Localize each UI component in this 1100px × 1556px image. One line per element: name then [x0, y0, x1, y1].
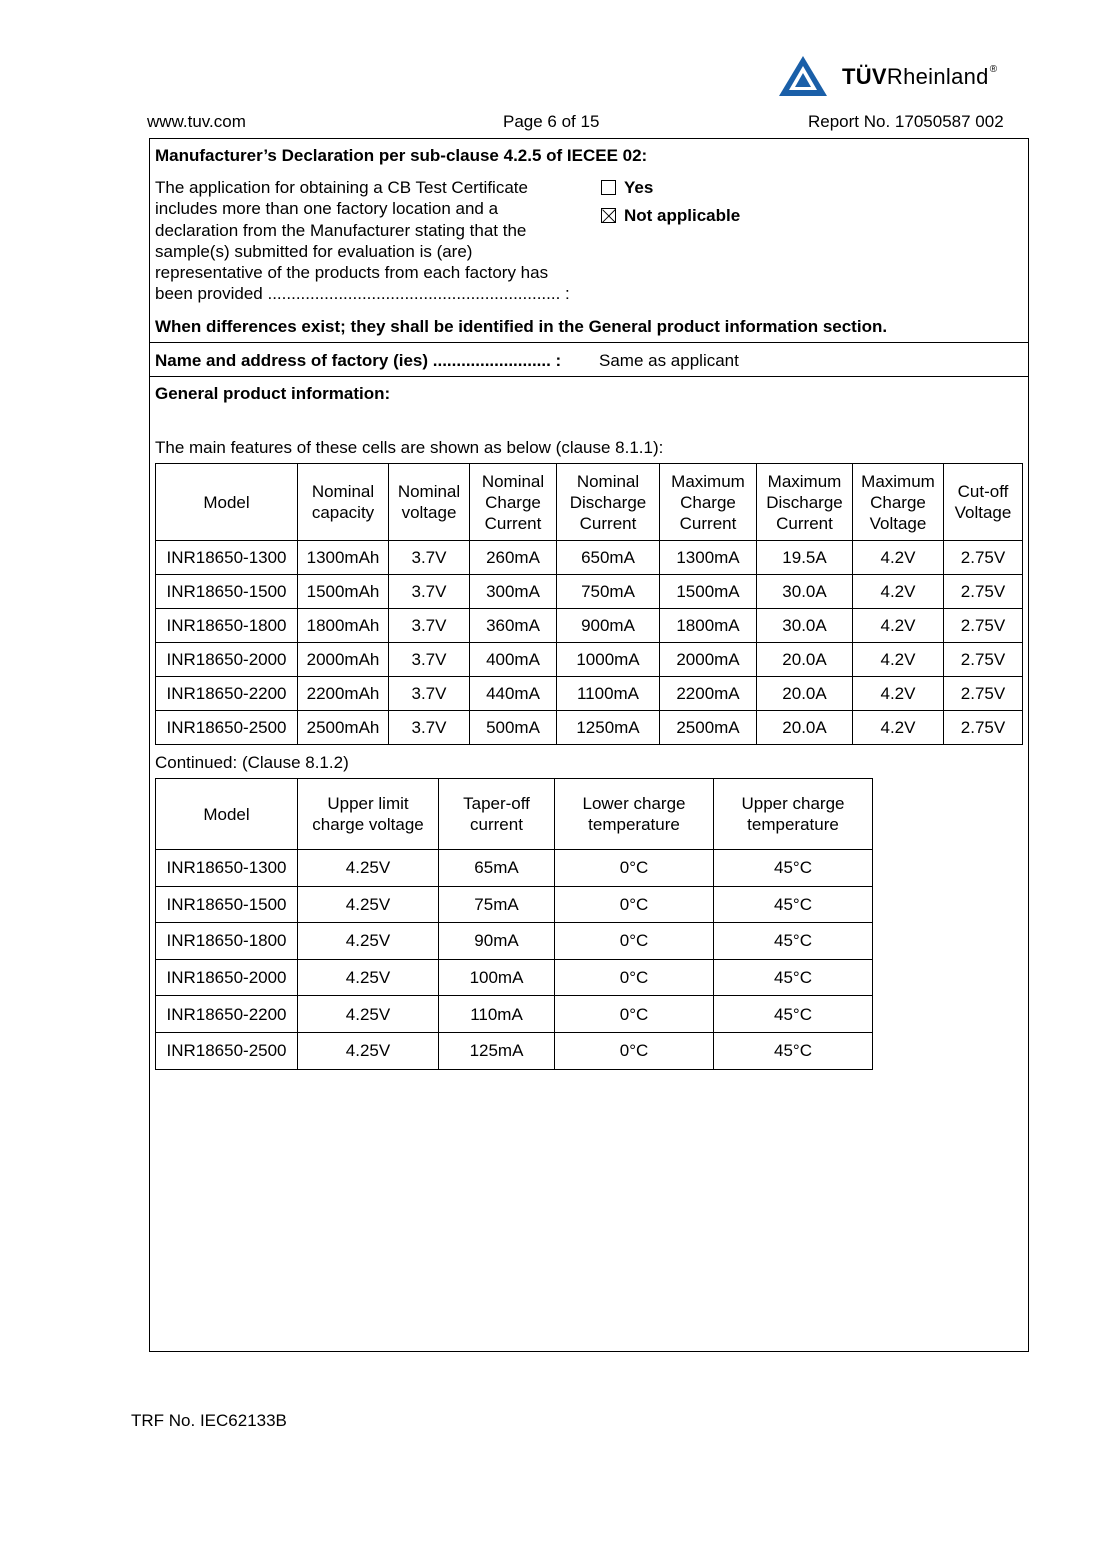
table1-header-cell: Maximum Charge Current [660, 464, 757, 541]
model-cell: INR18650-1500 [156, 886, 298, 923]
website-text: www.tuv.com [147, 112, 246, 131]
value-cell: 100mA [439, 959, 555, 996]
value-cell: 45°C [714, 923, 873, 960]
table1-header-cell: Model [156, 464, 298, 541]
table1-header-cell: Nominal Discharge Current [557, 464, 660, 541]
table-row [156, 643, 1023, 677]
value-cell: 90mA [439, 923, 555, 960]
value-cell: 1250mA [557, 711, 660, 745]
value-cell: 3.7V [389, 609, 470, 643]
model-cell: INR18650-2000 [156, 959, 298, 996]
value-cell: 1800mAh [298, 609, 389, 643]
value-cell: 4.2V [853, 575, 944, 609]
model-cell: INR18650-1500 [156, 575, 298, 609]
general-info-title: General product information: [155, 384, 391, 403]
factory-label: Name and address of factory (ies) ......................... : [155, 351, 562, 370]
value-cell: 3.7V [389, 541, 470, 575]
table1-header-cell: Nominal Charge Current [470, 464, 557, 541]
value-cell: 30.0A [757, 609, 853, 643]
value-cell: 45°C [714, 850, 873, 887]
value-cell: 1100mA [557, 677, 660, 711]
value-cell: 125mA [439, 1032, 555, 1069]
value-cell: 20.0A [757, 711, 853, 745]
value-cell: 45°C [714, 1032, 873, 1069]
factory-value: Same as applicant [599, 351, 739, 370]
table1-header-cell: Nominal capacity [298, 464, 389, 541]
table2-header-cell: Model [156, 779, 298, 850]
declaration-title: Manufacturer’s Declaration per sub-clause 4.2.5 of IECEE 02: [155, 146, 648, 165]
table-row [156, 609, 1023, 643]
declaration-text: The application for obtaining a CB Test Certificate includes more than one factory location and a declaration from the Manufacturer stating that the sample(s) submitted for evaluation is (are) representative of the products from each factory has been provided .............................................................. : [155, 178, 570, 304]
value-cell: 2.75V [944, 711, 1023, 745]
value-cell: 1500mAh [298, 575, 389, 609]
table-row [156, 677, 1023, 711]
value-cell: 4.25V [298, 996, 439, 1033]
value-cell: 20.0A [757, 677, 853, 711]
value-cell: 260mA [470, 541, 557, 575]
value-cell: 1500mA [660, 575, 757, 609]
value-cell: 4.25V [298, 923, 439, 960]
value-cell: 4.25V [298, 959, 439, 996]
value-cell: 2.75V [944, 677, 1023, 711]
value-cell: 2500mA [660, 711, 757, 745]
cell-features-table [155, 463, 1023, 745]
value-cell: 750mA [557, 575, 660, 609]
value-cell: 75mA [439, 886, 555, 923]
value-cell: 2.75V [944, 643, 1023, 677]
value-cell: 2500mAh [298, 711, 389, 745]
value-cell: 2200mA [660, 677, 757, 711]
table-row [156, 541, 1023, 575]
table1-header-cell: Nominal voltage [389, 464, 470, 541]
value-cell: 3.7V [389, 677, 470, 711]
value-cell: 45°C [714, 886, 873, 923]
value-cell: 0°C [555, 959, 714, 996]
table1-header-cell: Cut-off Voltage [944, 464, 1023, 541]
value-cell: 0°C [555, 996, 714, 1033]
table2-header-cell: Upper limit charge voltage [298, 779, 439, 850]
value-cell: 1000mA [557, 643, 660, 677]
report-frame [149, 138, 1029, 1352]
value-cell: 360mA [470, 609, 557, 643]
table2-header-cell: Upper charge temperature [714, 779, 873, 850]
continued-label: Continued: (Clause 8.1.2) [155, 753, 349, 772]
table-row [156, 886, 873, 923]
value-cell: 3.7V [389, 575, 470, 609]
model-cell: INR18650-2500 [156, 711, 298, 745]
table-row [156, 850, 873, 887]
value-cell: 110mA [439, 996, 555, 1033]
value-cell: 440mA [470, 677, 557, 711]
value-cell: 20.0A [757, 643, 853, 677]
logo-wordmark: TÜVRheinland® [842, 64, 998, 89]
features-intro: The main features of these cells are shown as below (clause 8.1.1): [155, 438, 664, 457]
yes-checkbox [601, 180, 616, 195]
value-cell: 4.2V [853, 711, 944, 745]
table-row [156, 996, 873, 1033]
table2-header-cell: Lower charge temperature [555, 779, 714, 850]
model-cell: INR18650-2200 [156, 996, 298, 1033]
model-cell: INR18650-1300 [156, 541, 298, 575]
value-cell: 4.2V [853, 677, 944, 711]
table-row [156, 1032, 873, 1069]
model-cell: INR18650-2200 [156, 677, 298, 711]
value-cell: 2.75V [944, 541, 1023, 575]
value-cell: 2.75V [944, 609, 1023, 643]
value-cell: 2000mA [660, 643, 757, 677]
value-cell: 4.2V [853, 541, 944, 575]
model-cell: INR18650-2500 [156, 1032, 298, 1069]
value-cell: 45°C [714, 959, 873, 996]
value-cell: 400mA [470, 643, 557, 677]
value-cell: 2200mAh [298, 677, 389, 711]
report-number: Report No. 17050587 002 [808, 112, 1004, 131]
value-cell: 2000mAh [298, 643, 389, 677]
value-cell: 4.25V [298, 1032, 439, 1069]
value-cell: 30.0A [757, 575, 853, 609]
table1-header-cell: Maximum Charge Voltage [853, 464, 944, 541]
model-cell: INR18650-1800 [156, 923, 298, 960]
differences-note: When differences exist; they shall be identified in the General product information section. [155, 317, 888, 336]
table2-header-cell: Taper-off current [439, 779, 555, 850]
value-cell: 0°C [555, 923, 714, 960]
value-cell: 2.75V [944, 575, 1023, 609]
table-row [156, 923, 873, 960]
table1-header-cell: Maximum Discharge Current [757, 464, 853, 541]
value-cell: 300mA [470, 575, 557, 609]
value-cell: 1300mA [660, 541, 757, 575]
value-cell: 45°C [714, 996, 873, 1033]
value-cell: 4.2V [853, 609, 944, 643]
option-yes: Yes [601, 177, 653, 198]
table-row [156, 959, 873, 996]
value-cell: 650mA [557, 541, 660, 575]
option-not-applicable: Not applicable [601, 205, 740, 226]
model-cell: INR18650-1800 [156, 609, 298, 643]
model-cell: INR18650-1300 [156, 850, 298, 887]
value-cell: 0°C [555, 1032, 714, 1069]
divider [150, 342, 1028, 343]
not-applicable-checkbox [601, 208, 616, 223]
value-cell: 500mA [470, 711, 557, 745]
value-cell: 3.7V [389, 711, 470, 745]
value-cell: 4.25V [298, 850, 439, 887]
value-cell: 3.7V [389, 643, 470, 677]
value-cell: 1800mA [660, 609, 757, 643]
value-cell: 4.25V [298, 886, 439, 923]
table-row [156, 575, 1023, 609]
value-cell: 0°C [555, 850, 714, 887]
value-cell: 65mA [439, 850, 555, 887]
value-cell: 4.2V [853, 643, 944, 677]
trf-number: TRF No. IEC62133B [131, 1411, 287, 1430]
model-cell: INR18650-2000 [156, 643, 298, 677]
value-cell: 0°C [555, 886, 714, 923]
charge-limits-table [155, 778, 873, 1070]
value-cell: 1300mAh [298, 541, 389, 575]
table-row [156, 711, 1023, 745]
value-cell: 19.5A [757, 541, 853, 575]
divider [150, 376, 1028, 377]
page-number: Page 6 of 15 [503, 112, 600, 131]
value-cell: 900mA [557, 609, 660, 643]
